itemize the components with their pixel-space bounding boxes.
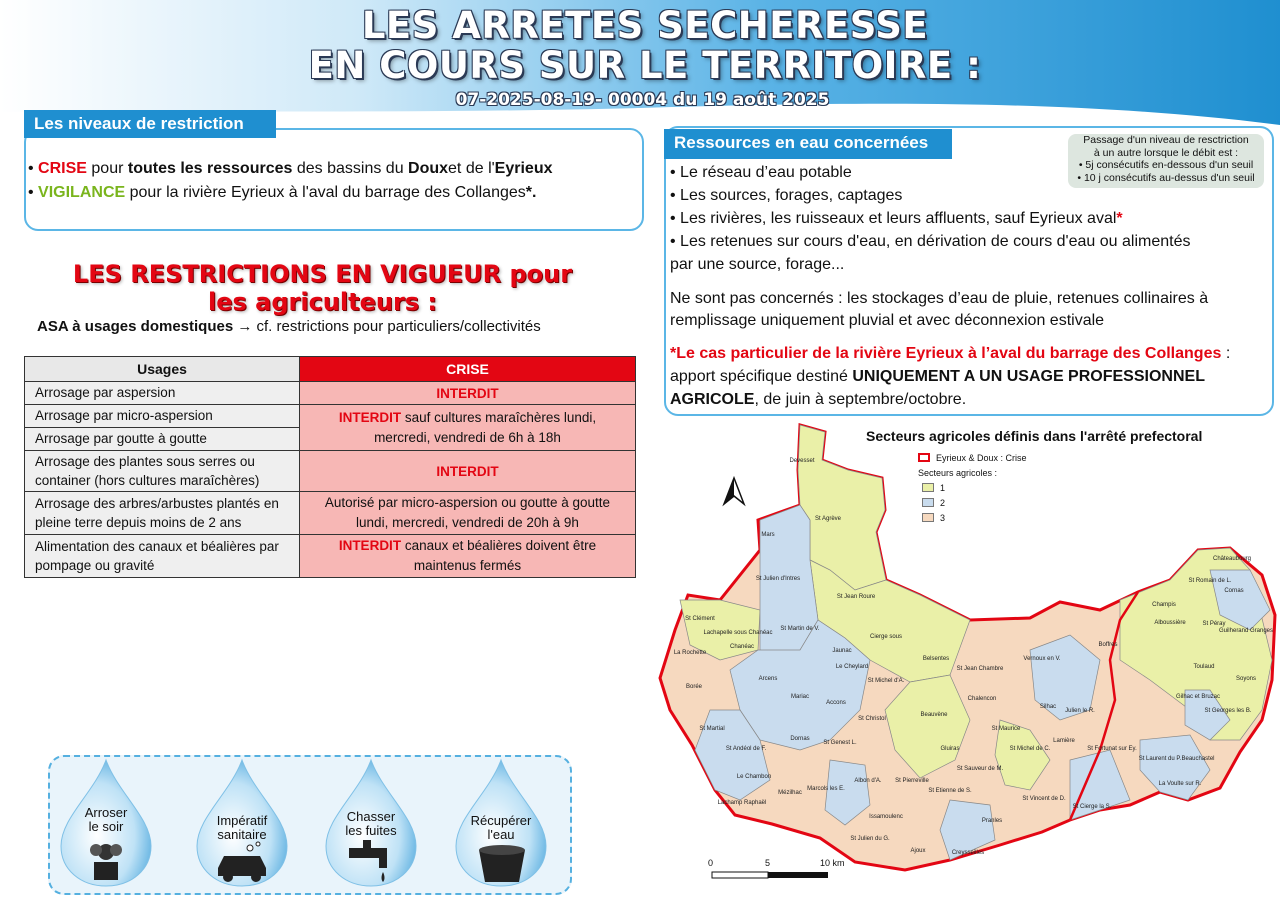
table-row [25,382,636,405]
map-place-label: Borée [685,684,703,690]
usage-cell: Alimentation des canaux et béalières par pompage ou gravité [25,535,300,578]
tip-recuperer-label: Récupérer l'eau [470,813,532,842]
passage-note: Passage d'un niveau de resctriction à un autre lorsque le débit est : • 5j consécutifs en-dessous d'un seuil • 10 j consécutifs au-dessus d'un seuil [1068,134,1264,188]
crise-cell: INTERDIT [300,451,636,492]
map-place-label: Vernoux en V. [1023,656,1061,662]
niveau-vigilance-line: • VIGILANCE pour la rivière Eyrieux à l'aval du barrage des Collanges*. [28,184,537,201]
map-legend [918,450,1027,525]
map-place-label: Silhac [1039,704,1057,710]
map-place-label: St Christol [858,716,886,722]
map-place-label: St Michel d'A. [867,678,905,684]
legend-sector-1: 1 [922,480,1027,495]
map-place-label: St Jean Chambre [956,666,1004,672]
map-place-label: St Michel de C. [1009,746,1051,752]
legend-crise-row: Eyrieux & Doux : Crise [918,450,1027,465]
map-place-label: Issamoulenc [869,814,903,820]
map-place-label: Mariac [790,694,810,700]
map-place-label: La Rochette [673,650,707,656]
tip-sanitaire-label: Impératif sanitaire [216,813,268,842]
table-row [25,492,636,535]
usage-cell: Arrosage par goutte à goutte [25,428,300,451]
niveaux-label: Les niveaux de restriction [24,110,276,138]
map-place-label: St Julien d'Intres [755,576,801,582]
map-place-label: Le Chambon [736,774,772,780]
map-place-label: St Julien du G. [850,836,890,842]
map-place-label: St Martin de V. [780,626,820,632]
particular-case-line1: *Le cas particulier de la rivière Eyrieux à l’aval du barrage des Collanges : [670,345,1231,362]
map-place-label: St Sauveur de M. [956,766,1004,772]
niveaux-box [24,128,644,231]
map-place-label: St Cierge la S. [1072,804,1112,810]
map-place-label: Devesset [789,458,815,464]
col-usages-header: Usages [25,357,300,382]
table-row [25,451,636,492]
map-place-label: Soyons [1235,676,1257,682]
map-place-label: Cornas [1224,588,1244,594]
scale-label-0: 0 [708,858,714,868]
usage-cell: Arrosage par micro-aspersion [25,405,300,428]
map-place-label: St Clément [685,616,715,622]
map-place-label: St Andéol de F. [725,746,767,752]
ressources-label: Ressources en eau concernées [664,129,952,159]
map-place-label: Cierge sous [869,634,903,640]
crise-keyword: CRISE [38,160,87,177]
niveau-crise-line: • CRISE pour toutes les ressources des bassins du Douxet de l'Eyrieux [28,160,553,177]
map-place-label: St Agrève [814,516,842,522]
map-place-label: Toulaud [1193,664,1215,670]
map-place-label: St Jean Roure [836,594,876,600]
crise-cell: Autorisé par micro-aspersion ou goutte à goutte lundi, mercredi, vendredi de 20h à 9h [300,492,636,535]
ressource-item: • Les rivières, les ruisseaux et leurs affluents, sauf Eyrieux aval* [670,210,1123,227]
map-place-label: Chanéac [729,644,755,650]
map-place-label: St Vincent de D. [1022,796,1066,802]
tip-fuites-label: Chasser les fuites [345,809,397,838]
map-place-label: St Maurice [991,726,1021,732]
tip-arroser-label: Arroser le soir [84,805,128,834]
page-title-line1: LES ARRETES SECHERESSE [361,4,929,47]
col-crise-header: CRISE [300,357,636,382]
map-place-label: Arcens [758,676,778,682]
map-place-label: Le Cheylard [835,664,869,670]
map-place-label: St Laurent du P. [1138,756,1182,762]
map-place-label: Chalencon [967,696,997,702]
particular-case-line2: apport spécifique destiné UNIQUEMENT A UN USAGE PROFESSIONNEL [670,368,1205,385]
page-title-line2: EN COURS SUR LE TERRITOIRE : [308,44,982,87]
map-place-label: Marcols les E. [807,786,845,792]
usage-cell: Arrosage par aspersion [25,382,300,405]
restrictions-title-line2: les agriculteurs : [207,288,438,316]
crise-cell: INTERDIT canaux et béalières doivent être maintenus fermés [300,535,636,578]
map-place-label: Albon d'A. [854,778,882,784]
map-place-label: Mars [761,532,775,538]
ressource-item: • Le réseau d’eau potable [670,164,852,181]
map-place-label: St Georges les B. [1204,708,1252,714]
legend-sector-3: 3 [922,510,1027,525]
table-row [25,405,636,428]
map-place-label: St Genest L. [823,740,857,746]
map-place-label: St Etienne de S. [928,788,972,794]
map-place-label: Guilherand Granges [1218,628,1274,634]
restrictions-table [24,356,636,578]
map-place-label: Alboussière [1154,620,1186,626]
map-place-label: Julien le R. [1065,708,1095,714]
particular-case-line3: AGRICOLE, de juin à septembre/octobre. [670,391,967,408]
crise-cell: INTERDIT sauf cultures maraîchères lundi, mercredi, vendredi de 6h à 18h [300,405,636,451]
map-place-label: St Martial [699,726,725,732]
not-concerned-line1: Ne sont pas concernés : les stockages d’eau de pluie, retenues collinaires à [670,290,1209,307]
map-place-label: Accons [826,700,846,706]
scale-label-10: 10 km [820,858,845,868]
scale-bar [712,872,768,878]
map-place-label: Belsentes [922,656,950,662]
table-row [25,535,636,578]
map-place-label: Lachapelle sous Chanéac [703,630,773,636]
asa-note: ASA à usages domestiques → cf. restrictions pour particuliers/collectivités [37,318,541,335]
map-place-label: Mézilhac [778,790,802,796]
ressource-item: • Les sources, forages, captages [670,187,903,204]
map-place-label: Beauchastel [1181,756,1215,762]
map-place-label: Boffres [1098,642,1118,648]
map-place-label: Dornas [790,736,810,742]
map-place-label: Châteaubourg [1212,556,1252,562]
not-concerned-line2: remplissage uniquement pluvial et avec déconnexion estivale [670,312,1105,329]
map-place-label: La Voulte sur R. [1158,781,1202,787]
map-place-label: Lamière [1053,738,1075,744]
map-place-label: Gilhac et Bruzac [1175,694,1221,700]
usage-cell: Arrosage des plantes sous serres ou container (hors cultures maraîchères) [25,451,300,492]
map-place-label: Pranles [981,818,1003,824]
legend-secteurs-title: Secteurs agricoles : [918,467,998,478]
usage-cell: Arrosage des arbres/arbustes plantés en pleine terre depuis moins de 2 ans [25,492,300,535]
ressource-item-cont: par une source, forage... [670,256,845,273]
map-place-label: St Pierreville [895,778,929,784]
map-title: Secteurs agricoles définis dans l'arrêté prefectoral [866,428,1203,444]
map-place-label: St Fortunat sur Ey. [1087,746,1137,752]
restrictions-title-line1: LES RESTRICTIONS EN VIGUEUR pour [72,260,573,288]
vigilance-keyword: VIGILANCE [38,184,126,201]
arrete-reference: 07-2025-08-19- 00004 du 19 août 2025 [455,90,830,110]
map-place-label: Ajoux [910,848,926,854]
table-header-row [25,357,636,382]
map-place-label: Beauvène [920,712,948,718]
map-place-label: Champis [1152,602,1176,608]
map-place-label: Gluiras [940,746,960,752]
legend-sector-2: 2 [922,495,1027,510]
map-place-label: Lachamp Raphaël [717,800,767,806]
map-place-label: St Romain de L. [1188,578,1232,584]
ressource-item: • Les retenues sur cours d'eau, en dérivation de cours d'eau ou alimentés [670,233,1191,250]
crise-cell: INTERDIT [300,382,636,405]
map-place-label: Jaunac [832,648,852,654]
map-place-label: Creysseilles [951,850,985,856]
map-place-label: St Péray [1202,621,1226,627]
scale-label-5: 5 [765,858,771,868]
